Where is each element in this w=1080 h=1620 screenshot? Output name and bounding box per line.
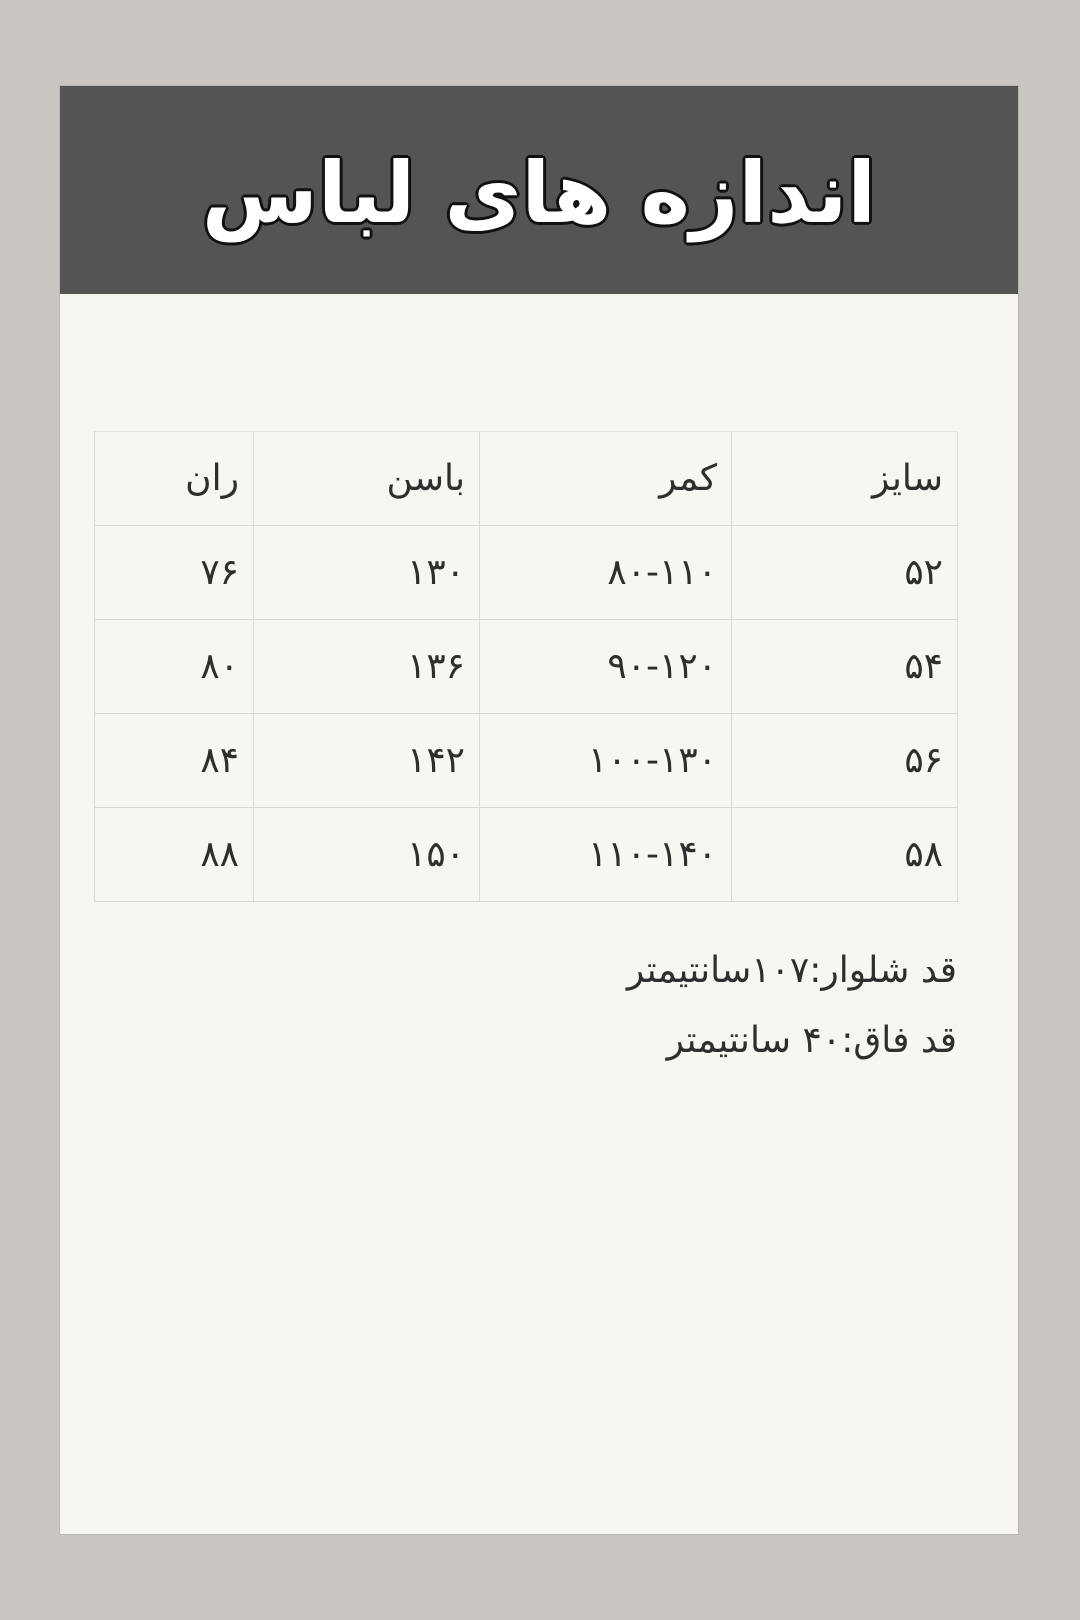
cell-waist: ۱۰۰-۱۳۰ <box>480 714 732 808</box>
cell-thigh: ۸۴ <box>95 714 254 808</box>
header-size: سایز <box>732 432 958 526</box>
rise-length-note: قد فاق:۴۰ سانتیمتر <box>666 1020 957 1061</box>
trouser-length-note: قد شلوار:۱۰۷سانتیمتر <box>626 950 957 991</box>
cell-hip: ۱۵۰ <box>254 808 480 902</box>
table-header-row <box>95 432 958 526</box>
cell-hip: ۱۳۶ <box>254 620 480 714</box>
header-hip: باسن <box>254 432 480 526</box>
cell-hip: ۱۴۲ <box>254 714 480 808</box>
cell-hip: ۱۳۰ <box>254 526 480 620</box>
header-waist: کمر <box>480 432 732 526</box>
page-title: اندازه های لباس <box>201 144 877 242</box>
cell-waist: ۱۱۰-۱۴۰ <box>480 808 732 902</box>
cell-thigh: ۸۰ <box>95 620 254 714</box>
measurement-notes <box>627 936 957 1076</box>
cell-size: ۵۶ <box>732 714 958 808</box>
cell-waist: ۸۰-۱۱۰ <box>480 526 732 620</box>
cell-size: ۵۲ <box>732 526 958 620</box>
header-banner <box>60 86 1018 294</box>
table-row <box>95 526 958 620</box>
table-row <box>95 620 958 714</box>
cell-size: ۵۸ <box>732 808 958 902</box>
cell-size: ۵۴ <box>732 620 958 714</box>
table-row <box>95 808 958 902</box>
table-row <box>95 714 958 808</box>
size-chart-card <box>59 85 1019 1535</box>
cell-thigh: ۷۶ <box>95 526 254 620</box>
cell-thigh: ۸۸ <box>95 808 254 902</box>
header-thigh: ران <box>95 432 254 526</box>
cell-waist: ۹۰-۱۲۰ <box>480 620 732 714</box>
size-table <box>94 431 958 902</box>
